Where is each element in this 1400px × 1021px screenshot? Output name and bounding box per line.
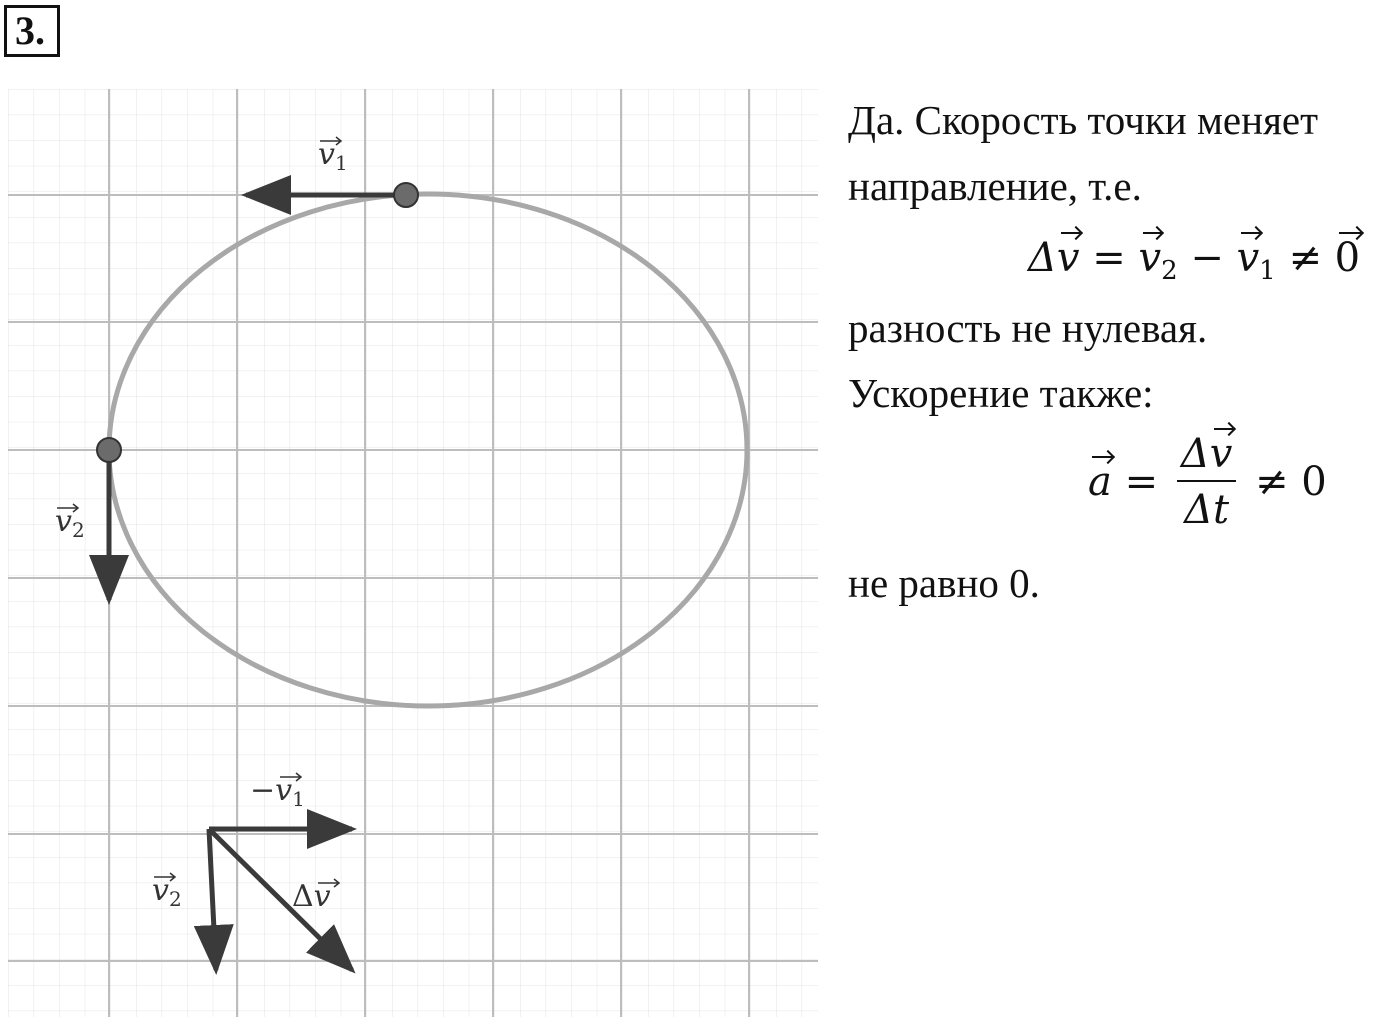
text-line-1: Да. Скорость точки меняет	[848, 97, 1319, 143]
f1-sub1: 1	[1259, 256, 1276, 286]
f2-a: a	[1088, 459, 1112, 505]
label-delta-v: Δv	[292, 879, 331, 914]
problem-number: 3.	[4, 5, 60, 57]
label-v2-left: $v_2$	[55, 504, 85, 542]
point-top	[394, 183, 418, 207]
text-line-4: Ускорение также:	[848, 370, 1154, 416]
f1-zero: 0	[1334, 235, 1361, 281]
f1-v: v	[1056, 235, 1080, 281]
formula-acceleration	[1088, 431, 1327, 533]
formula-velocity-difference	[1028, 235, 1361, 286]
f1-delta: Δ	[1028, 235, 1057, 281]
f2-num-v: v	[1209, 431, 1233, 477]
point-left	[97, 438, 121, 462]
f1-v2: v	[1138, 235, 1162, 281]
f2-den: Δt	[1184, 487, 1230, 533]
text-line-3: разность не нулевая.	[848, 305, 1208, 351]
f1-eq: =	[1092, 235, 1126, 281]
f2-eq: =	[1124, 459, 1159, 505]
f2-num-delta: Δ	[1180, 431, 1210, 477]
f1-neq: ≠	[1288, 235, 1322, 281]
label-v2-bottom: $v_2$	[152, 873, 182, 911]
label-minus-v1: $-v_1$	[250, 773, 305, 811]
f2-fraction	[1177, 431, 1237, 533]
text-line-2: направление, т.е.	[848, 163, 1142, 209]
text-line-5: не равно 0.	[848, 560, 1040, 606]
f1-minus: −	[1190, 235, 1224, 281]
label-v1: $v_1$	[318, 137, 348, 175]
f2-neq: ≠	[1255, 459, 1289, 505]
f2-zero: 0	[1301, 459, 1327, 505]
grid-minor	[8, 89, 818, 1017]
f1-v1: v	[1236, 235, 1260, 281]
f1-sub2: 2	[1161, 256, 1178, 286]
